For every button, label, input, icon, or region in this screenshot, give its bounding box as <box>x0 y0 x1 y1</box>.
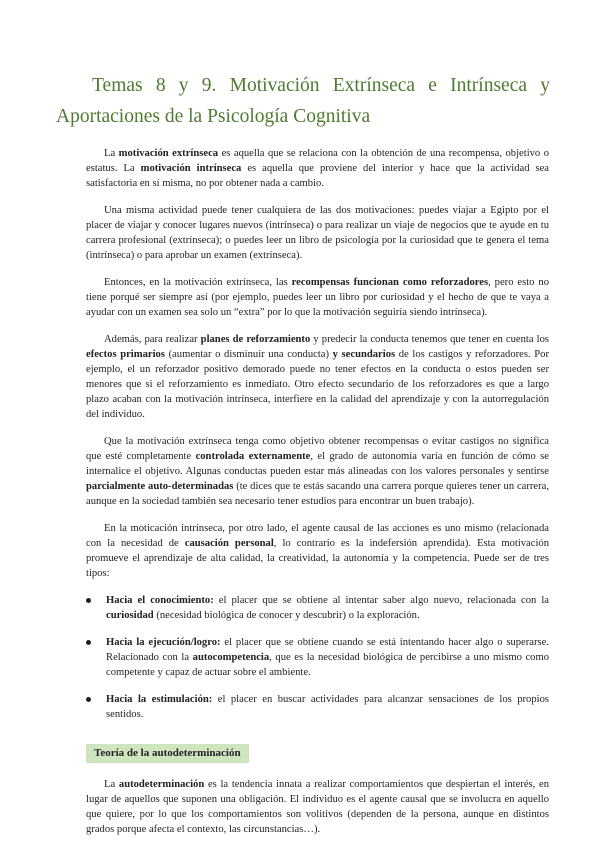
bullet-icon <box>86 697 91 702</box>
intrinsic-types-list <box>86 593 549 722</box>
list-item: Hacia el conocimiento: el placer que se obtiene al intentar saber algo nuevo, relacionada con la curiosidad (necesidad biológica de conocer y descubrir) o la exploración. <box>86 593 549 623</box>
bullet-icon <box>86 640 91 645</box>
title-line-2: Aportaciones de la Psicología Cognitiva <box>56 106 371 127</box>
document-body <box>86 146 549 849</box>
title-line-1: Temas 8 y 9. Motivación Extrínseca e Intrínseca y <box>92 75 550 96</box>
paragraph-definitions: La motivación extrínseca es aquella que se relaciona con la obtención de una recompensa, objetivo o estatus. La motivación intrínseca es aquella que proviene del interior y hace que la actividad sea satisfactoria en sí misma, no por obtener nada a cambio. <box>86 148 550 189</box>
paragraph-examples: Una misma actividad puede tener cualquiera de las dos motivaciones: puedes viajar a Egipto por el placer de viajar y conocer lugares nuevos (intrínseca) o para realizar un viaje de negocios que te ayude en tu carrera profesional (extrínseca); o puedes leer un libro de psicología por la curiosidad que te genera el tema (intrínseca) o para aprobar un examen (extrínseca). <box>86 205 549 261</box>
section-heading: Teoría de la autodeterminación <box>86 744 249 763</box>
document-title <box>56 70 550 132</box>
paragraph-rewards: Entonces, en la motivación extrínseca, las recompensas funcionan como reforzadores, pero esto no tiene porqué ser siempre así (por ejemplo, puedes leer un libro por curiosidad y el hecho de que te vaya a ayudar con un examen sea solo un “extra” por lo que la motivación seguiría siendo intrínseca). <box>86 277 549 318</box>
bullet-icon <box>86 598 91 603</box>
paragraph-intrinsic: En la moticación intrínseca, por otro lado, el agente causal de las acciones es uno mismo (relacionada con la necesidad de causación personal, lo contrario es la indefersión aprendida). Esta motivación promueve el aprendizaje de alta calidad, la creatividad, la autonomía y la competencia. Puede ser de tres tipos: <box>86 523 549 579</box>
list-item: Hacia la ejecución/logro: el placer que se obtiene cuando se está intentando hacer algo o superarse. Relacionado con la autocompetencia, que es la necesidad biológica de percibirse a uno mismo como competente y capaz de actuar sobre el ambiente. <box>86 635 549 680</box>
paragraph-autonomy: Que la motivación extrínseca tenga como objetivo obtener recompensas o evitar castigos no significa que esté completamente controlada externamente, el grado de autonomía varía en función de cómo se internalice el objetivo. Algunas conductas pueden estar más alineadas con los valores personales y sentirse parcialmente auto-determinadas (te dices que te estás sacando una carrera porque quieres tener un carrera, aunque en la sociedad también sea necesario tener estudios para encontrar un buen trabajo). <box>86 436 550 507</box>
paragraph-reinforcement: Además, para realizar planes de reforzamiento y predecir la conducta tenemos que tener en cuenta los efectos primarios (aumentar o disminuir una conducta) y secundarios de los castigos y reforzadores. Por ejemplo, el un reforzador positivo demorado puede no tener efectos en la conducta o estos pueden ser menores que si el reforzamiento es inmediato. Otro efecto secundario de los reforzadores es que a largo plazo acaban con la motivación intrínseca, interfiere en la calidad del aprendizaje y con la autorregulación del individuo. <box>86 334 549 420</box>
list-item: Hacia la estimulación: el placer en buscar actividades para alcanzar sensaciones de los propios sentidos. <box>86 692 549 722</box>
paragraph-self-determination: La autodeterminación es la tendencia innata a realizar comportamientos que despiertan el interés, en lugar de aquellos que suponen una obligación. El individuo es el agente causal que se involucra en aquello que quiere, por lo que los comportamientos son volitivos (dependen de la persona, aunque en distintos grados porque afecta el contexto, las circunstancias…). <box>86 779 549 835</box>
